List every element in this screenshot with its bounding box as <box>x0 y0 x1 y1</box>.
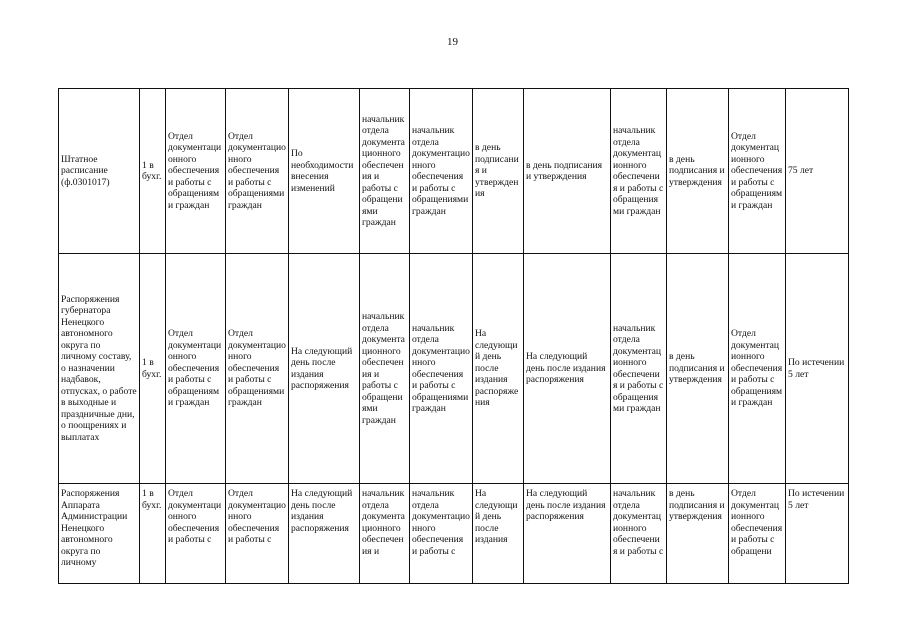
cell-text: 1 в бухг. <box>142 488 162 511</box>
cell-text: На следующий день после издания распоряжения <box>291 488 353 534</box>
cell-storage-place: Отдел документационного обеспечения и работы с обращениями граждан <box>729 89 786 254</box>
cell-responsible-transfer: начальник отдела документационного обеспечения и работы с обращениями граждан <box>611 254 667 484</box>
cell-approval-term: в день подписания и утверждения <box>473 89 524 254</box>
cell-responsible-approval: начальник отдела документационного обеспечения и работы с обращениями граждан <box>410 254 473 484</box>
cell-copies <box>140 484 166 584</box>
cell-document-name: Распоряжения губернатора Ненецкого автономного округа по личному составу, о назначении надбавок, отпусках, о работе в выходные и праздничные дни, о поощрениях и выплатах <box>59 254 140 484</box>
cell-copies: 1 в бухг. <box>140 89 166 254</box>
cell-transfer-term <box>667 484 729 584</box>
cell-text: На следующий день после издания распоряжения <box>526 488 606 522</box>
cell-responsible-check <box>360 484 410 584</box>
cell-submission-term: На следующий день после издания распоряжения <box>524 254 611 484</box>
cell-responsible-approval <box>410 484 473 584</box>
cell-document-name <box>59 484 140 584</box>
cell-text: По истечении 5 лет <box>788 488 845 511</box>
cell-responsible-creation: Отдел документационного обеспечения и работы с обращениями граждан <box>166 89 226 254</box>
cell-creation-term <box>289 484 360 584</box>
cell-creation-term: На следующий день после издания распоряжения <box>289 254 360 484</box>
cell-storage-place <box>729 484 786 584</box>
cell-transfer-term: в день подписания и утверждения <box>667 254 729 484</box>
cell-storage-term <box>786 484 849 584</box>
cell-approval-term <box>473 484 524 584</box>
cell-document-name: Штатное расписание (ф.0301017) <box>59 89 140 254</box>
cell-storage-term: По истечении 5 лет <box>786 254 849 484</box>
cell-text: начальник отдела документационного обеспечения и работы с <box>412 488 470 557</box>
cell-responsible-transfer: начальник отдела документационного обеспечения и работы с обращениями граждан <box>611 89 667 254</box>
cell-copies: 1 в бухг. <box>140 254 166 484</box>
cell-responsible-transfer <box>611 484 667 584</box>
cell-text: Распоряжения Аппарата Администрации Ненецкого автономного округа по личному <box>61 488 128 568</box>
cell-text: Отдел документационного обеспечения и работы с <box>228 488 286 545</box>
cell-text: Отдел документационного обеспечения и работы с <box>168 488 222 545</box>
table-row <box>59 89 849 254</box>
cell-responsible-check: начальник отдела документационного обеспечения и работы с обращениями граждан <box>360 254 410 484</box>
cell-responsible-dept: Отдел документационного обеспечения и работы с обращениями граждан <box>226 254 289 484</box>
cell-text: Отдел документационного обеспечения и работы с обращени <box>731 488 783 557</box>
cell-text: начальник отдела документационного обеспечения и работы с <box>613 488 664 557</box>
cell-responsible-check: начальник отдела документационного обеспечения и работы с обращениями граждан <box>360 89 410 254</box>
cell-approval-term: На следующий день после издания распоряжения <box>473 254 524 484</box>
cell-storage-term: 75 лет <box>786 89 849 254</box>
cell-responsible-creation: Отдел документационного обеспечения и работы с обращениями граждан <box>166 254 226 484</box>
cell-responsible-approval: начальник отдела документационного обеспечения и работы с обращениями граждан <box>410 89 473 254</box>
page-number: 19 <box>447 36 458 48</box>
document-table <box>58 88 849 584</box>
cell-creation-term: По необходимости внесения изменений <box>289 89 360 254</box>
cell-text: в день подписания и утверждения <box>669 488 725 522</box>
cell-responsible-dept <box>226 484 289 584</box>
cell-submission-term <box>524 484 611 584</box>
cell-text: начальник отдела документационного обеспечения и <box>362 488 405 557</box>
cell-submission-term: в день подписания и утверждения <box>524 89 611 254</box>
cell-responsible-creation <box>166 484 226 584</box>
cell-transfer-term: в день подписания и утверждения <box>667 89 729 254</box>
cell-responsible-dept: Отдел документационного обеспечения и работы с обращениями граждан <box>226 89 289 254</box>
cell-text: На следующий день после издания <box>475 488 518 545</box>
table-row <box>59 254 849 484</box>
table-row <box>59 484 849 584</box>
cell-storage-place: Отдел документационного обеспечения и работы с обращениями граждан <box>729 254 786 484</box>
